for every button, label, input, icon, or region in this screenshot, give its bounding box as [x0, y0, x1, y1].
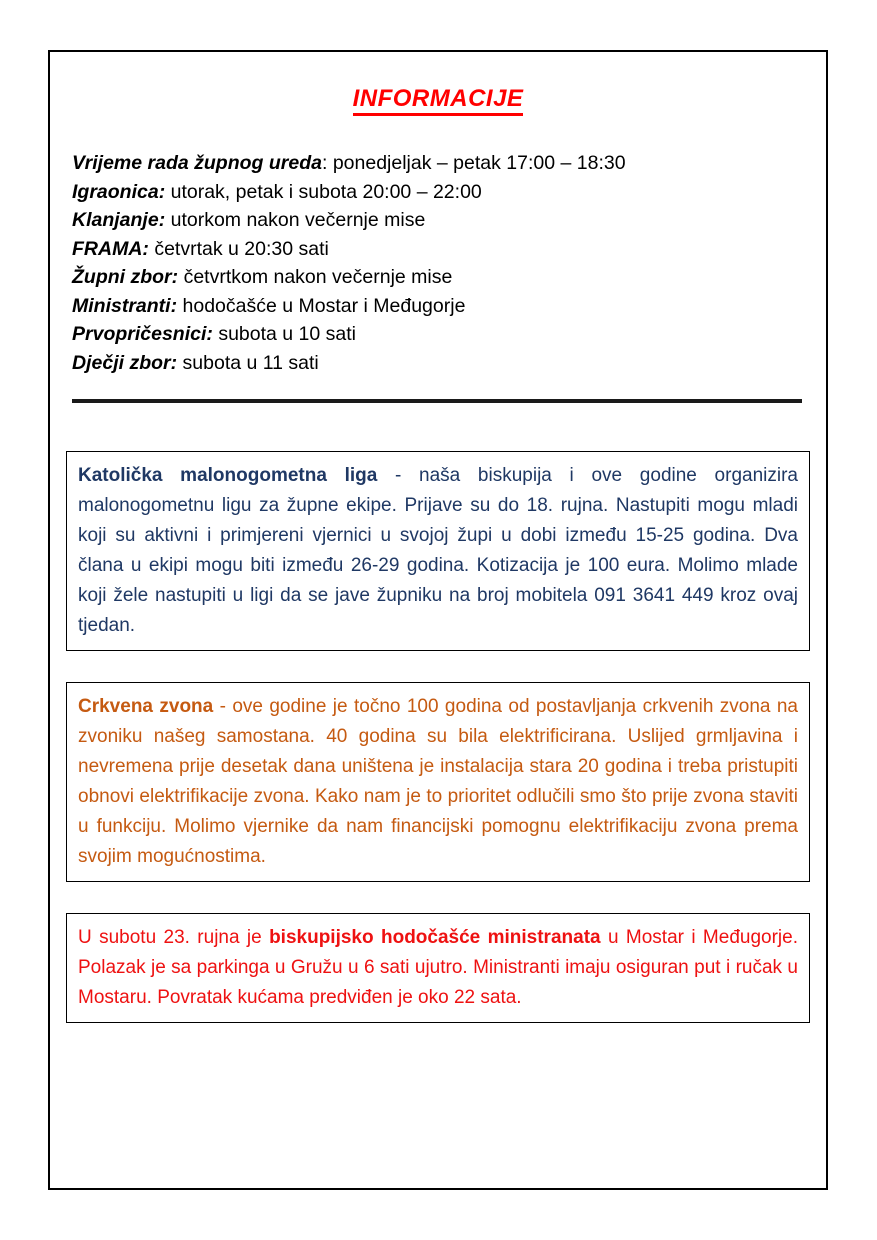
schedule-item-label: Župni zbor: — [72, 266, 179, 288]
schedule-item-label: FRAMA: — [72, 237, 149, 260]
schedule-item — [72, 149, 810, 178]
schedule-item-value: subota u 10 sati — [218, 323, 356, 345]
schedule-item-label: Dječji zbor: — [72, 351, 178, 374]
schedule-item-label: Prvopričesnici: — [72, 323, 213, 345]
schedule-item-value: ponedjeljak – petak 17:00 – 18:30 — [332, 152, 626, 174]
document-page — [48, 50, 828, 1190]
schedule-item-value: četvrtak u 20:30 sati — [154, 237, 329, 260]
schedule-item-separator: : — [321, 152, 333, 174]
page-title — [66, 85, 810, 113]
schedule-item — [72, 178, 810, 207]
schedule-item — [72, 206, 810, 235]
notice-text — [78, 461, 798, 641]
notice-text — [78, 692, 798, 872]
notice-body: u Mostar i Međugorje. Polazak je sa parkinga u Gružu u 6 sati ujutro. Ministranti imaju osiguran put i ručak u Mostaru. Povratak kućama predviđen je oko 22 sata. — [78, 927, 798, 1008]
notice-lead: biskupijsko hodočašće ministranata — [269, 927, 601, 948]
notice-body: - naša biskupija i ove godine organizira malonogometnu ligu za župne ekipe. Prijave su do 18. rujna. Nastupiti mogu mladi koji su aktivni i primjereni vjernici u svojoj župi u dobi između 15-25 godina. Dva člana u ekipi mogu biti između 26-29 godina. Kotizacija je 100 eura. Molimo mlade koji žele nastupiti u ligi da se jave župniku na broj mobitela 091 3641 449 kroz ovaj tjedan. — [78, 465, 798, 636]
schedule-item-value: četvrtkom nakon večernje mise — [183, 266, 453, 288]
parish-schedule-list — [72, 149, 810, 377]
schedule-item — [72, 349, 810, 378]
schedule-item-value: subota u 11 sati — [182, 351, 319, 374]
notice-lead: Katolička malonogometna liga — [78, 465, 378, 486]
schedule-item-value: utorkom nakon večernje mise — [170, 209, 426, 231]
horizontal-divider — [72, 399, 802, 403]
schedule-item — [72, 235, 810, 264]
notice-box-malonogometna-liga — [66, 451, 810, 651]
schedule-item-value: hodočašće u Mostar i Međugorje — [182, 294, 466, 317]
schedule-item-label: Vrijeme rada župnog ureda — [72, 152, 322, 174]
page-content — [66, 52, 810, 1023]
schedule-item-label: Ministranti: — [72, 294, 178, 317]
page-title-text: INFORMACIJE — [353, 85, 524, 116]
notice-text — [78, 923, 798, 1013]
schedule-item — [72, 292, 810, 321]
schedule-item — [72, 320, 810, 349]
notice-lead: Crkvena zvona — [78, 696, 214, 717]
notice-box-hodocasce-ministranata — [66, 913, 810, 1023]
schedule-item — [72, 263, 810, 292]
schedule-item-value: utorak, petak i subota 20:00 – 22:00 — [170, 180, 482, 203]
notice-box-crkvena-zvona — [66, 682, 810, 882]
notice-prefix: U subotu 23. rujna je — [78, 927, 270, 948]
schedule-item-label: Klanjanje: — [72, 209, 166, 231]
notice-body: - ove godine je točno 100 godina od postavljanja crkvenih zvona na zvoniku našeg samostana. 40 godina su bila elektrificirana. Uslijed grmljavina i nevremena prije desetak dana uništena je instalacija stara 20 godina i treba pristupiti obnovi elektrifikacije zvona. Kako nam je to prioritet odlučili smo što prije zvona staviti u funkciju. Molimo vjernike da nam financijski pomognu elektrifikaciju zvona prema svojim mogućnostima. — [78, 696, 798, 867]
schedule-item-label: Igraonica: — [72, 180, 166, 203]
